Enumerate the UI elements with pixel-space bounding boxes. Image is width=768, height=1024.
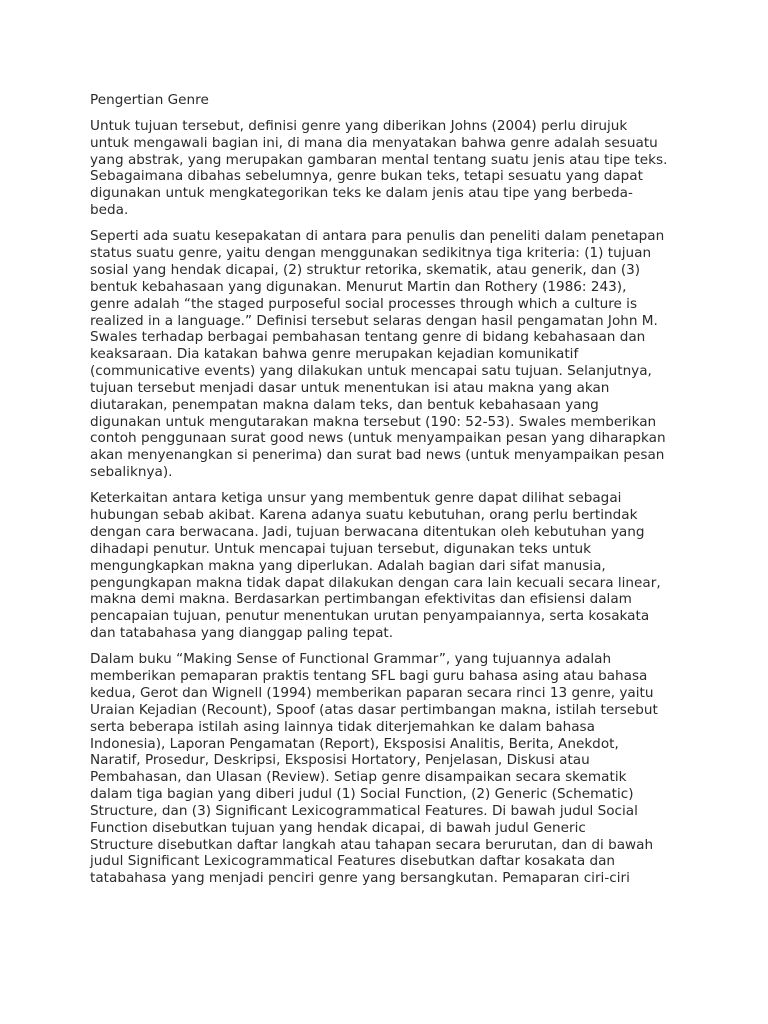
document-page xyxy=(90,92,680,897)
paragraph-3: Keterkaitan antara ketiga unsur yang membentuk genre dapat dilihat sebagai hubungan sebab akibat. Karena adanya suatu kebutuhan, orang perlu bertindak dengan cara berwacana. Jadi, tujuan berwacana ditentukan oleh kebutuhan yang dihadapi penutur. Untuk mencapai tujuan tersebut, digunakan teks untuk mengungkapkan makna yang diperlukan. Adalah bagian dari sifat manusia, pengungkapan makna tidak dapat dilakukan dengan cara lain kecuali secara linear, makna demi makna. Berdasarkan pertimbangan efektivitas dan efisiensi dalam pencapaian tujuan, penutur menentukan urutan penyampaiannya, serta kosakata dan tatabahasa yang dianggap paling tepat. xyxy=(90,490,661,642)
paragraph-4: Dalam buku “Making Sense of Functional Grammar”, yang tujuannya adalah memberikan pemaparan praktis tentang SFL bagi guru bahasa asing atau bahasa kedua, Gerot dan Wignell (1994) memberikan paparan secara rinci 13 genre, yaitu Uraian Kejadian (Recount), Spoof (atas dasar pertimbangan makna, istilah tersebut serta beberapa istilah asing lainnya tidak diterjemahkan ke dalam bahasa Indonesia), Laporan Pengamatan (Report), Eksposisi Analitis, Berita, Anekdot, Naratif, Prosedur, Deskripsi, Eksposisi Hortatory, Penjelasan, Diskusi atau Pembahasan, dan Ulasan (Review). Setiap genre disampaikan secara skematik dalam tiga bagian yang diberi judul (1) Social Function, (2) Generic (Schematic) Structure, dan (3) Significant Lexicogrammatical Features. Di bawah judul Social Function disebutkan tujuan yang hendak dicapai, di bawah judul Generic Structure disebutkan daftar langkah atau tahapan secara berurutan, dan di bawah judul Significant Lexicogrammatical Features disebutkan daftar kosakata dan tatabahasa yang menjadi penciri genre yang bersangkutan. Pemaparan ciri-ciri xyxy=(90,651,658,887)
paragraph-2: Seperti ada suatu kesepakatan di antara para penulis dan peneliti dalam penetapan status suatu genre, yaitu dengan menggunakan sedikitnya tiga kriteria: (1) tujuan sosial yang hendak dicapai, (2) struktur retorika, skematik, atau generik, dan (3) bentuk kebahasaan yang digunakan. Menurut Martin dan Rothery (1986: 243), genre adalah “the staged purposeful social processes through which a culture is realized in a language.” Definisi tersebut selaras dengan hasil pengamatan John M. Swales terhadap berbagai pembahasan tentang genre di bidang kebahasaan dan keaksaraan. Dia katakan bahwa genre merupakan kejadian komunikatif (communicative events) yang dilakukan untuk mencapai satu tujuan. Selanjutnya, tujuan tersebut menjadi dasar untuk menentukan isi atau makna yang akan diutarakan, penempatan makna dalam teks, dan bentuk kebahasaan yang digunakan untuk mengutarakan makna tersebut (190: 52-53). Swales memberikan contoh penggunaan surat good news (untuk menyampaikan pesan yang diharapkan akan menyenangkan si penerima) dan surat bad news (untuk menyampaikan pesan sebaliknya). xyxy=(90,228,666,481)
paragraph-1: Untuk tujuan tersebut, definisi genre yang diberikan Johns (2004) perlu dirujuk untuk mengawali bagian ini, di mana dia menyatakan bahwa genre adalah sesuatu yang abstrak, yang merupakan gambaran mental tentang suatu jenis atau tipe teks. Sebagaimana dibahas sebelumnya, genre bukan teks, tetapi sesuatu yang dapat digunakan untuk mengkategorikan teks ke dalam jenis atau tipe yang berbeda- beda. xyxy=(90,117,668,219)
document-title: Pengertian Genre xyxy=(90,92,209,108)
